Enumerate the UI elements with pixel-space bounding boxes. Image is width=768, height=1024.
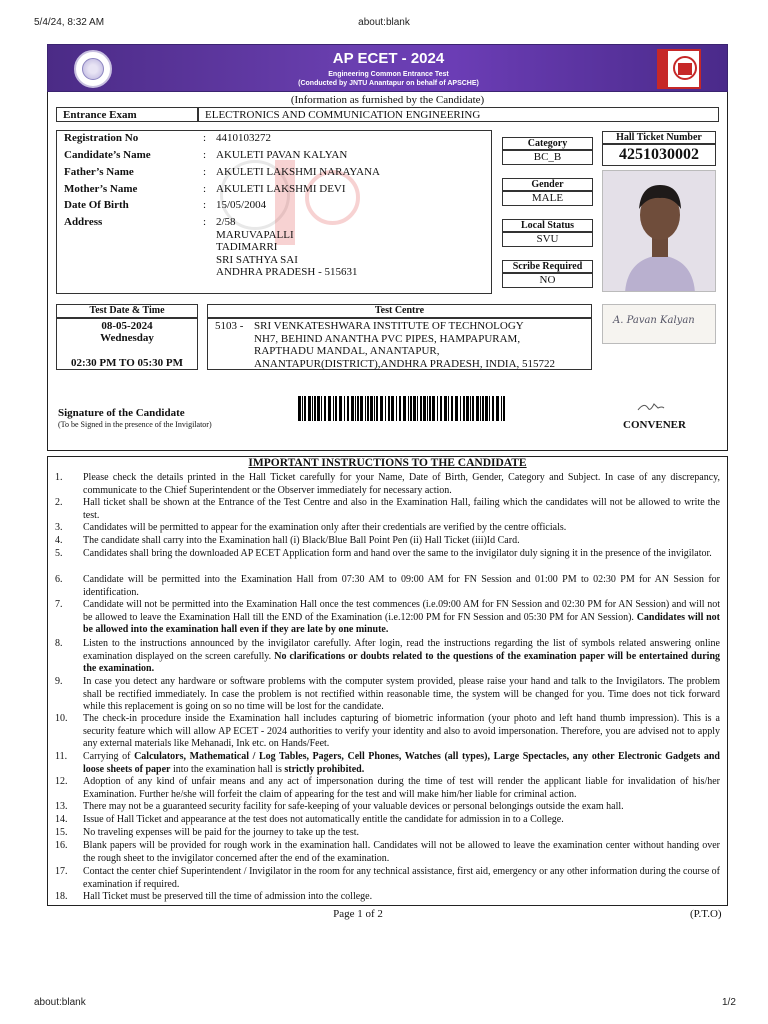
instruction-text-part: Blank papers will be provided for rough work in the examination hall. Candidates will not be allowed to leave the examination center without handing over the rough sheet to the invigilator concerned after the end of the examination. bbox=[83, 840, 720, 864]
entrance-exam-label-box bbox=[56, 107, 198, 122]
local-status-label: Local Status bbox=[502, 219, 593, 232]
barcode-bar bbox=[388, 396, 390, 421]
barcode-bar bbox=[410, 396, 412, 421]
colon: : bbox=[203, 149, 207, 161]
barcode-bar bbox=[367, 396, 369, 421]
instruction-text-part: Candidates shall bring the downloaded AP ECET Application form and hand over the same to the invigilator duly signing it in the presence of the invigilator. bbox=[83, 548, 712, 559]
header-banner bbox=[47, 44, 728, 92]
entrance-exam-value-box bbox=[198, 107, 719, 122]
instruction-text-part: Contact the center chief Superintendent / Invigilator in the room for any technical assistance, first aid, emergency or any other information during the course of examination if required. bbox=[83, 866, 720, 890]
instruction-item bbox=[55, 776, 720, 801]
barcode-bar bbox=[312, 396, 313, 421]
instruction-item bbox=[55, 801, 720, 814]
instruction-item bbox=[55, 599, 720, 637]
instruction-text bbox=[83, 814, 720, 827]
instruction-text-part: Candidates will be permitted to appear for the examination only after their credentials are verified by the centre officials. bbox=[83, 522, 567, 533]
instruction-item bbox=[55, 638, 720, 676]
barcode-bar bbox=[470, 396, 471, 421]
banner-title: AP ECET - 2024 bbox=[332, 50, 445, 67]
barcode-bar bbox=[335, 396, 337, 421]
instructions-title: IMPORTANT INSTRUCTIONS TO THE CANDIDATE bbox=[248, 457, 527, 469]
address-line: MARUVAPALLI bbox=[216, 228, 294, 241]
instruction-number: 6. bbox=[55, 574, 63, 585]
registration-no-label: Registration No bbox=[64, 132, 139, 144]
instruction-text bbox=[83, 713, 720, 751]
instruction-text-part: Hall ticket shall be shown at the Entrance of the Test Centre and also in the Examination Hall, failing which the candidates will not be allowed to write the test. bbox=[83, 497, 720, 521]
colon: : bbox=[203, 183, 207, 195]
entrance-exam-label: Entrance Exam bbox=[63, 109, 137, 121]
barcode-bar bbox=[374, 396, 375, 421]
instruction-bold-text: No clarifications or doubts related to the questions of the examination paper will be entertained during the examination. bbox=[83, 650, 721, 675]
instruction-item bbox=[55, 548, 720, 561]
print-footer-url: about:blank bbox=[34, 997, 86, 1008]
barcode-bar bbox=[496, 396, 499, 421]
instruction-item bbox=[55, 814, 720, 827]
instruction-item bbox=[55, 713, 720, 751]
instruction-number: 7. bbox=[55, 599, 63, 610]
test-time: 02:30 PM TO 05:30 PM bbox=[70, 357, 184, 369]
instruction-number: 18. bbox=[55, 891, 68, 902]
local-status-value: SVU bbox=[502, 232, 593, 247]
barcode-bar bbox=[427, 396, 428, 421]
barcode-bar bbox=[391, 396, 394, 421]
test-centre-box bbox=[207, 318, 592, 370]
instruction-item bbox=[55, 497, 720, 522]
barcode-bar bbox=[466, 396, 469, 421]
instruction-number: 2. bbox=[55, 497, 63, 508]
instruction-text bbox=[83, 751, 720, 776]
instruction-text-part: into the examination hall is bbox=[173, 763, 282, 775]
instruction-text bbox=[83, 522, 720, 535]
banner-subtitle: Engineering Common Entrance Test bbox=[328, 71, 449, 78]
father-name-value: AKULETI LAKSHMI NARAYANA bbox=[216, 166, 380, 178]
instruction-text bbox=[83, 472, 720, 497]
barcode-bar bbox=[403, 396, 406, 421]
barcode-bar bbox=[317, 396, 320, 421]
address-label: Address bbox=[64, 216, 103, 228]
print-footer-page: 1/2 bbox=[722, 997, 736, 1008]
address-value bbox=[216, 216, 358, 279]
signature-note: (To be Signed in the presence of the Invigilator) bbox=[58, 420, 212, 429]
barcode-bar bbox=[370, 396, 373, 421]
candidate-name-label: Candidate’s Name bbox=[64, 149, 151, 161]
instruction-number: 8. bbox=[55, 638, 63, 649]
address-line: SRI SATHYA SAI bbox=[216, 253, 298, 266]
instruction-text bbox=[83, 638, 720, 676]
apsche-logo-icon bbox=[657, 49, 701, 89]
colon: : bbox=[203, 166, 207, 178]
barcode-bar bbox=[308, 396, 311, 421]
instruction-number: 12. bbox=[55, 776, 68, 787]
instruction-item bbox=[55, 891, 720, 904]
instruction-text bbox=[83, 827, 720, 840]
instruction-number: 9. bbox=[55, 676, 63, 687]
instruction-item bbox=[55, 827, 720, 840]
instruction-text bbox=[83, 548, 720, 561]
barcode-bar bbox=[501, 396, 502, 421]
test-day: Wednesday bbox=[100, 332, 154, 344]
instruction-text-part: There may not be a guaranteed security facility for safe-keeping of your valuable devices or personal belongings outside the exam hall. bbox=[83, 801, 624, 812]
instruction-text bbox=[83, 866, 720, 891]
category-value: BC_B bbox=[502, 150, 593, 165]
barcode-bar bbox=[357, 396, 359, 421]
instruction-text bbox=[83, 676, 720, 714]
pto-label: (P.T.O) bbox=[690, 908, 722, 920]
instruction-bold-text: strictly prohibited. bbox=[284, 763, 365, 775]
barcode-bar bbox=[344, 396, 345, 421]
convener-label: CONVENER bbox=[623, 419, 686, 431]
barcode-bar bbox=[396, 396, 397, 421]
gender-label: Gender bbox=[502, 178, 593, 191]
barcode-icon bbox=[298, 396, 506, 421]
barcode-bar bbox=[304, 396, 306, 421]
barcode-bar bbox=[413, 396, 416, 421]
instruction-text-part: Adoption of any kind of unfair means and any act of impersonation during the time of test will render the applicant liable for invalidation of his/her Examination. Further he/she will forfeit the claim of appearing for the test and will make him/her liable for criminal action. bbox=[83, 776, 720, 800]
colon: : bbox=[203, 132, 207, 144]
signature-label: Signature of the Candidate bbox=[58, 407, 185, 419]
instruction-number: 14. bbox=[55, 814, 68, 825]
address-line: TADIMARRI bbox=[216, 241, 278, 253]
person-photo-icon bbox=[603, 171, 716, 292]
mother-name-label: Mother’s Name bbox=[64, 183, 138, 195]
barcode-bar bbox=[451, 396, 453, 421]
barcode-bar bbox=[302, 396, 303, 421]
test-centre-code: 5103 - bbox=[215, 320, 244, 332]
barcode-bar bbox=[360, 396, 363, 421]
instruction-text-part: In case you detect any hardware or software problems with the computer system provided, please raise your hand and talk to the Invigilators. The problem shall be rectified immediately. In case the problem is not rectified within reasonable time, the system will be changed for you. Time does not tick forward while this replacement is going on so no time will be lost for the candidate. bbox=[83, 676, 720, 713]
instruction-number: 3. bbox=[55, 522, 63, 533]
barcode-bar bbox=[482, 396, 484, 421]
barcode-bar bbox=[463, 396, 465, 421]
hall-ticket-number: 4251030002 bbox=[602, 144, 716, 166]
instruction-text bbox=[83, 574, 720, 599]
scribe-label: Scribe Required bbox=[502, 260, 593, 273]
hall-ticket-label: Hall Ticket Number bbox=[602, 131, 716, 144]
instruction-item bbox=[55, 840, 720, 865]
instruction-text-part: Candidate will not be permitted into the Examination Hall once the test commences (i.e.09:00 AM for FN Session and 02:30 PM for AN Session) and will not be allowed to leave the Examination Hall till the END of the Examination (i.e.12:00 PM for FN Session and 05:30 PM for AN Session). bbox=[83, 599, 720, 623]
gender-value: MALE bbox=[502, 191, 593, 206]
test-centre-label: Test Centre bbox=[207, 304, 592, 318]
instruction-item bbox=[55, 472, 720, 497]
barcode-bar bbox=[321, 396, 322, 421]
instruction-text bbox=[83, 801, 720, 814]
barcode-bar bbox=[492, 396, 494, 421]
centre-line: RAPTHADU MANDAL, ANANTAPUR, bbox=[254, 345, 440, 357]
barcode-bar bbox=[420, 396, 422, 421]
instruction-item bbox=[55, 522, 720, 535]
address-line: 2/58 bbox=[216, 216, 236, 228]
instruction-text bbox=[83, 776, 720, 801]
barcode-bar bbox=[440, 396, 442, 421]
instruction-bold-text: Calculators, Mathematical / Log Tables, Pagers, Cell Phones, Watches (all types), Large Spectacles, any other Electronic Gadgets and loose sheets of paper bbox=[83, 751, 720, 775]
scribe-value: NO bbox=[502, 273, 593, 288]
instruction-bold-text: Candidates will not be allowed into the examination hall even if they are late by one minute. bbox=[83, 611, 721, 636]
instruction-text bbox=[83, 891, 720, 904]
candidate-signature-image bbox=[602, 304, 716, 344]
instruction-number: 17. bbox=[55, 866, 68, 877]
barcode-bar bbox=[351, 396, 354, 421]
colon: : bbox=[203, 216, 207, 228]
instruction-number: 11. bbox=[55, 751, 68, 762]
instruction-text-part: Listen to the instructions announced by the invigilator carefully. After login, read the instructions regarding the list of symbols related answering online examination displayed on the screen carefully. bbox=[83, 638, 720, 662]
print-url: about:blank bbox=[358, 17, 410, 28]
barcode-bar bbox=[417, 396, 418, 421]
info-note: (Information as furnished by the Candidate) bbox=[290, 94, 485, 106]
centre-line: SRI VENKATESHWARA INSTITUTE OF TECHNOLOGY bbox=[254, 320, 524, 332]
instruction-text bbox=[83, 599, 720, 637]
instruction-text-part: The candidate shall carry into the Examination hall (i) Black/Blue Ball Point Pen (ii) Hall Ticket (iii)Id Card. bbox=[83, 535, 520, 546]
instruction-item bbox=[55, 574, 720, 599]
barcode-bar bbox=[333, 396, 334, 421]
dob-value: 15/05/2004 bbox=[216, 199, 267, 211]
barcode-bar bbox=[472, 396, 474, 421]
instruction-item bbox=[55, 535, 720, 548]
barcode-bar bbox=[376, 396, 378, 421]
instruction-text bbox=[83, 497, 720, 522]
barcode-bar bbox=[314, 396, 316, 421]
barcode-bar bbox=[328, 396, 331, 421]
barcode-bar bbox=[385, 396, 386, 421]
centre-line: NH7, BEHIND ANANTHA PVC PIPES, HAMPAPURAM, bbox=[254, 332, 521, 345]
instruction-text-part: Candidate will be permitted into the Examination Hall from 07:30 AM to 09:00 AM for FN Session and 01:00 PM to 02:30 PM for AN Session for identification. bbox=[83, 574, 720, 598]
barcode-bar bbox=[455, 396, 458, 421]
instruction-number: 4. bbox=[55, 535, 63, 546]
instruction-number: 5. bbox=[55, 548, 63, 559]
entrance-exam-value: ELECTRONICS AND COMMUNICATION ENGINEERING bbox=[205, 109, 481, 121]
test-date: 08-05-2024 bbox=[101, 320, 153, 332]
barcode-bar bbox=[365, 396, 366, 421]
barcode-bar bbox=[298, 396, 301, 421]
centre-line: ANANTAPUR(DISTRICT),ANDHRA PRADESH, INDIA, 515722 bbox=[254, 357, 556, 370]
barcode-bar bbox=[339, 396, 342, 421]
instruction-item bbox=[55, 866, 720, 891]
instruction-item bbox=[55, 676, 720, 714]
barcode-bar bbox=[423, 396, 426, 421]
barcode-bar bbox=[355, 396, 356, 421]
page-number: Page 1 of 2 bbox=[333, 908, 383, 920]
barcode-bar bbox=[485, 396, 488, 421]
banner-conducted-by: (Conducted by JNTU Anantapur on behalf of APSCHE) bbox=[298, 80, 479, 87]
candidate-signature-text: A. Pavan Kalyan bbox=[613, 315, 695, 326]
instruction-number: 1. bbox=[55, 472, 63, 483]
instruction-number: 16. bbox=[55, 840, 68, 851]
test-date-box bbox=[56, 318, 198, 370]
category-label: Category bbox=[502, 137, 593, 150]
registration-no-value: 4410103272 bbox=[216, 132, 271, 144]
barcode-bar bbox=[432, 396, 435, 421]
barcode-bar bbox=[489, 396, 490, 421]
instruction-number: 15. bbox=[55, 827, 68, 838]
father-name-label: Father’s Name bbox=[64, 166, 134, 178]
barcode-bar bbox=[408, 396, 409, 421]
barcode-bar bbox=[399, 396, 401, 421]
barcode-bar bbox=[437, 396, 438, 421]
instruction-text bbox=[83, 840, 720, 865]
address-line: ANDHRA PRADESH - 515631 bbox=[216, 266, 358, 278]
candidate-photo bbox=[602, 170, 716, 292]
barcode-bar bbox=[460, 396, 461, 421]
instruction-text-part: Hall Ticket must be preserved till the time of admission into the college. bbox=[83, 891, 373, 902]
barcode-bar bbox=[448, 396, 449, 421]
instruction-text bbox=[83, 535, 720, 548]
colon: : bbox=[203, 199, 207, 211]
instruction-text-part: Please check the details printed in the Hall Ticket carefully for your Name, Date of Birth, Gender, Category and Subject. In case of any discrepancy, communicate to the Chief Superintendent or the Observer immediately for necessary action. bbox=[83, 472, 720, 496]
instruction-text-part: No traveling expenses will be paid for the journey to take up the test. bbox=[83, 827, 360, 838]
mother-name-value: AKULETI LAKSHMI DEVI bbox=[216, 183, 346, 195]
test-date-label: Test Date & Time bbox=[56, 304, 198, 318]
print-datetime: 5/4/24, 8:32 AM bbox=[34, 17, 105, 28]
test-centre-address bbox=[254, 320, 555, 370]
instruction-number: 10. bbox=[55, 713, 68, 724]
dob-label: Date Of Birth bbox=[64, 199, 129, 211]
barcode-bar bbox=[476, 396, 479, 421]
barcode-bar bbox=[480, 396, 481, 421]
barcode-bar bbox=[380, 396, 383, 421]
instruction-text-part: Issue of Hall Ticket and appearance at the test does not automatically entitle the candidate for admission in to a College. bbox=[83, 814, 564, 825]
instruction-text-part: The check-in procedure inside the Examination hall includes capturing of biometric information (your photo and left hand thumb impression). This is a security feature which will allow AP ECET - 2024 authorities to verify your identity and also to avoid impersonation. Therefore, you are advised not to apply any external materials like Mehanadi, Ink etc. on Hands/Feet. bbox=[83, 713, 720, 750]
instruction-item bbox=[55, 751, 720, 776]
instruction-number: 13. bbox=[55, 801, 68, 812]
barcode-bar bbox=[444, 396, 447, 421]
convener-signature-icon bbox=[636, 396, 666, 416]
barcode-bar bbox=[429, 396, 431, 421]
barcode-bar bbox=[347, 396, 349, 421]
barcode-bar bbox=[324, 396, 326, 421]
candidate-name-value: AKULETI PAVAN KALYAN bbox=[216, 149, 348, 161]
barcode-bar bbox=[503, 396, 505, 421]
instruction-text-part: Carrying of bbox=[83, 751, 131, 762]
